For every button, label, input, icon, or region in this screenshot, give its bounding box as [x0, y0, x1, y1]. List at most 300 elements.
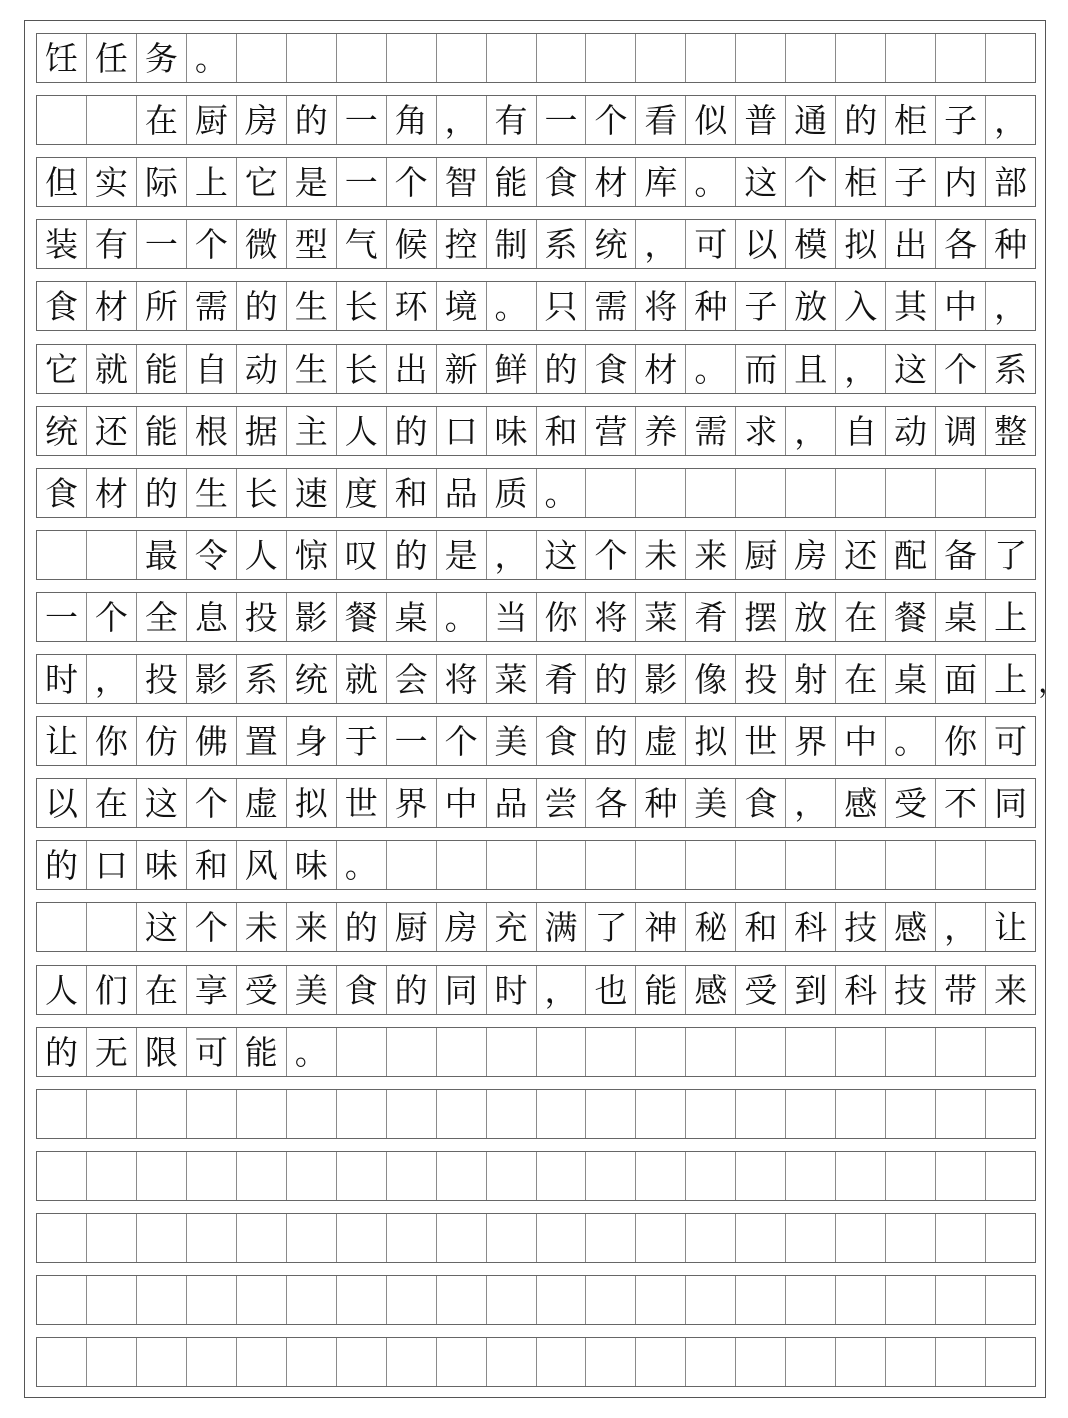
grid-cell: ，	[936, 903, 986, 951]
grid-cell: 以	[37, 779, 87, 827]
grid-cell	[187, 1276, 237, 1324]
grid-cell: 通	[786, 96, 836, 144]
grid-cell	[537, 1214, 587, 1262]
grid-cell: 人	[237, 531, 287, 579]
grid-cell: 看	[636, 96, 686, 144]
grid-cell: 际	[137, 158, 187, 206]
grid-cell: 味	[287, 841, 337, 889]
grid-cell	[686, 1152, 736, 1200]
grid-cell	[537, 1276, 587, 1324]
grid-cell	[636, 469, 686, 517]
grid-cell	[37, 903, 87, 951]
grid-cell: 。	[437, 593, 487, 641]
grid-cell: 拟	[686, 717, 736, 765]
grid-cell: 技	[886, 966, 936, 1014]
grid-cell: 的	[137, 469, 187, 517]
grid-row	[36, 281, 1036, 331]
grid-cell	[287, 1152, 337, 1200]
grid-cell	[387, 1090, 437, 1138]
grid-cell: 。	[337, 841, 387, 889]
grid-cell	[736, 1338, 786, 1386]
grid-cell: 且	[786, 345, 836, 393]
grid-cell: 生	[287, 345, 337, 393]
grid-cell: 的	[586, 717, 636, 765]
grid-cell	[886, 1152, 936, 1200]
grid-cell: ，	[437, 96, 487, 144]
grid-cell: 受	[736, 966, 786, 1014]
grid-cell: 影	[636, 655, 686, 703]
grid-cell	[437, 1214, 487, 1262]
grid-cell	[686, 1338, 736, 1386]
grid-cell	[137, 1214, 187, 1262]
grid-cell: 科	[836, 966, 886, 1014]
grid-cell: 个	[586, 96, 636, 144]
grid-cell: 让	[994, 907, 1028, 947]
grid-cell: 能	[487, 158, 537, 206]
grid-cell: ，	[786, 779, 836, 827]
grid-cell: 这	[736, 158, 786, 206]
grid-cell	[986, 1090, 1035, 1138]
grid-cell: 库	[636, 158, 686, 206]
grid-row	[36, 95, 1036, 145]
grid-cell	[736, 1028, 786, 1076]
grid-cell	[87, 903, 137, 951]
grid-cell: 个	[187, 903, 237, 951]
grid-cell: 同	[994, 783, 1028, 823]
grid-cell	[287, 1276, 337, 1324]
grid-row	[36, 654, 1036, 704]
grid-cell	[237, 1338, 287, 1386]
grid-cell	[187, 1338, 237, 1386]
grid-cell: 这	[137, 903, 187, 951]
grid-cell: 也	[586, 966, 636, 1014]
grid-cell	[437, 1152, 487, 1200]
grid-cell	[936, 1028, 986, 1076]
grid-cell	[986, 469, 1035, 517]
grid-cell: 界	[786, 717, 836, 765]
grid-cell	[836, 1028, 886, 1076]
grid-cell: 佛	[187, 717, 237, 765]
grid-cell	[387, 1214, 437, 1262]
grid-cell: 到	[786, 966, 836, 1014]
grid-cell: 在	[137, 96, 187, 144]
grid-cell: 速	[287, 469, 337, 517]
grid-cell: 惊	[287, 531, 337, 579]
grid-cell: 入	[836, 282, 886, 330]
grid-cell: 的	[337, 903, 387, 951]
grid-cell: 能	[137, 345, 187, 393]
grid-cell	[387, 1338, 437, 1386]
grid-cell	[736, 841, 786, 889]
grid-cell: 带	[936, 966, 986, 1014]
grid-cell	[37, 1338, 87, 1386]
grid-cell	[537, 1028, 587, 1076]
grid-row	[36, 1213, 1036, 1263]
grid-cell: 时	[37, 655, 87, 703]
grid-cell	[636, 1276, 686, 1324]
grid-cell	[786, 1276, 836, 1324]
grid-cell	[487, 1338, 537, 1386]
grid-cell	[886, 1090, 936, 1138]
grid-cell	[87, 531, 137, 579]
grid-cell: 受	[237, 966, 287, 1014]
grid-cell: 食	[37, 282, 87, 330]
grid-cell: 材	[87, 469, 137, 517]
grid-cell: 中	[836, 717, 886, 765]
grid-cell: 未	[237, 903, 287, 951]
grid-cell	[287, 34, 337, 82]
grid-cell: 。	[686, 158, 736, 206]
grid-cell	[237, 1152, 287, 1200]
grid-cell: 未	[636, 531, 686, 579]
grid-cell: ，	[786, 407, 836, 455]
grid-cell	[786, 34, 836, 82]
grid-cell: 智	[437, 158, 487, 206]
grid-cell	[487, 841, 537, 889]
grid-cell: 的	[537, 345, 587, 393]
grid-cell: 食	[586, 345, 636, 393]
grid-cell	[37, 96, 87, 144]
grid-cell: 质	[487, 469, 537, 517]
grid-cell: 影	[187, 655, 237, 703]
grid-cell	[37, 1090, 87, 1138]
grid-cell: 系	[237, 655, 287, 703]
grid-cell: 拟	[836, 220, 886, 268]
grid-cell: ，	[994, 100, 1028, 140]
grid-cell	[986, 1028, 1035, 1076]
grid-cell: 种	[686, 282, 736, 330]
grid-cell: 所	[137, 282, 187, 330]
grid-cell	[636, 1214, 686, 1262]
grid-cell	[37, 531, 87, 579]
grid-cell: 房	[786, 531, 836, 579]
grid-cell	[786, 841, 836, 889]
grid-cell	[487, 34, 537, 82]
grid-cell: 角	[387, 96, 437, 144]
grid-cell: 度	[337, 469, 387, 517]
grid-cell: 能	[636, 966, 686, 1014]
grid-cell	[187, 1152, 237, 1200]
grid-cell: 候	[387, 220, 437, 268]
grid-cell: 统	[287, 655, 337, 703]
grid-cell	[936, 1338, 986, 1386]
grid-cell	[37, 1276, 87, 1324]
grid-cell	[636, 1090, 686, 1138]
grid-cell: 柜	[886, 96, 936, 144]
grid-cell	[537, 1152, 587, 1200]
grid-cell	[986, 841, 1035, 889]
grid-cell: 实	[87, 158, 137, 206]
grid-cell: 有	[487, 96, 537, 144]
grid-cell	[586, 1028, 636, 1076]
grid-cell	[736, 1152, 786, 1200]
grid-cell: 享	[187, 966, 237, 1014]
grid-cell	[437, 1276, 487, 1324]
grid-cell: 美	[686, 779, 736, 827]
grid-cell: 口	[437, 407, 487, 455]
grid-cell	[886, 841, 936, 889]
grid-cell	[586, 1276, 636, 1324]
grid-cell: 上	[994, 659, 1028, 699]
grid-cell: 子	[936, 96, 986, 144]
grid-cell	[437, 34, 487, 82]
grid-cell: 桌	[886, 655, 936, 703]
grid-cell: 品	[487, 779, 537, 827]
grid-cell: 投	[137, 655, 187, 703]
grid-cell: 桌	[936, 593, 986, 641]
grid-cell	[586, 1338, 636, 1386]
grid-cell	[387, 34, 437, 82]
grid-cell: 放	[786, 593, 836, 641]
grid-cell: 配	[886, 531, 936, 579]
grid-cell: 出	[886, 220, 936, 268]
grid-cell	[437, 841, 487, 889]
grid-cell: 食	[37, 469, 87, 517]
grid-cell: 是	[437, 531, 487, 579]
grid-cell	[986, 1338, 1035, 1386]
grid-cell: 。	[187, 34, 237, 82]
grid-cell: 装	[37, 220, 87, 268]
grid-cell: 求	[736, 407, 786, 455]
grid-cell: 你	[537, 593, 587, 641]
grid-cell: 放	[786, 282, 836, 330]
grid-cell: 材	[636, 345, 686, 393]
grid-row	[36, 1089, 1036, 1139]
grid-cell: 气	[337, 220, 387, 268]
grid-cell	[337, 1214, 387, 1262]
grid-cell	[836, 1090, 886, 1138]
grid-cell: 微	[237, 220, 287, 268]
grid-cell	[137, 1152, 187, 1200]
grid-cell: 在	[87, 779, 137, 827]
grid-cell	[786, 1214, 836, 1262]
grid-cell	[986, 1152, 1035, 1200]
grid-cell: 各	[586, 779, 636, 827]
grid-cell: 它	[237, 158, 287, 206]
grid-cell: 味	[487, 407, 537, 455]
grid-cell: 长	[337, 345, 387, 393]
grid-cell	[836, 1152, 886, 1200]
grid-cell: 中	[437, 779, 487, 827]
grid-row	[36, 902, 1036, 952]
grid-cell: 上	[994, 597, 1028, 637]
grid-cell: 充	[487, 903, 537, 951]
grid-cell: 。	[287, 1028, 337, 1076]
grid-cell: 境	[437, 282, 487, 330]
grid-cell: 这	[137, 779, 187, 827]
grid-cell: 还	[836, 531, 886, 579]
grid-cell	[87, 1214, 137, 1262]
grid-cell: 美	[287, 966, 337, 1014]
grid-cell: 品	[437, 469, 487, 517]
grid-cell	[387, 841, 437, 889]
grid-cell: 面	[936, 655, 986, 703]
grid-cell: 子	[736, 282, 786, 330]
grid-cell	[387, 1152, 437, 1200]
grid-cell: 其	[886, 282, 936, 330]
grid-cell: 餐	[886, 593, 936, 641]
grid-cell	[287, 1090, 337, 1138]
grid-cell: 房	[437, 903, 487, 951]
grid-cell: 能	[137, 407, 187, 455]
grid-cell: 食	[537, 158, 587, 206]
grid-cell: 生	[187, 469, 237, 517]
grid-cell: 界	[387, 779, 437, 827]
grid-cell: 种	[994, 224, 1028, 264]
grid-cell: 以	[736, 220, 786, 268]
grid-cell: 需	[586, 282, 636, 330]
grid-cell	[87, 1152, 137, 1200]
grid-cell: 仿	[137, 717, 187, 765]
grid-cell	[836, 469, 886, 517]
grid-cell: 在	[836, 593, 886, 641]
grid-cell	[387, 1276, 437, 1324]
grid-cell	[736, 34, 786, 82]
grid-row	[36, 157, 1036, 207]
grid-cell: 动	[886, 407, 936, 455]
grid-cell: 美	[487, 717, 537, 765]
grid-cell	[936, 34, 986, 82]
grid-cell	[237, 1214, 287, 1262]
grid-cell: 长	[337, 282, 387, 330]
grid-cell: 系	[537, 220, 587, 268]
grid-cell: 控	[437, 220, 487, 268]
grid-cell: 人	[37, 966, 87, 1014]
grid-cell: 肴	[686, 593, 736, 641]
grid-cell	[586, 1214, 636, 1262]
grid-cell: 秘	[686, 903, 736, 951]
grid-cell: 备	[936, 531, 986, 579]
grid-cell	[337, 1276, 387, 1324]
grid-cell: 餐	[337, 593, 387, 641]
grid-cell	[487, 1276, 537, 1324]
grid-cell: 中	[936, 282, 986, 330]
grid-cell	[986, 1214, 1035, 1262]
grid-cell: 菜	[636, 593, 686, 641]
grid-cell: 技	[836, 903, 886, 951]
grid-cell: 环	[387, 282, 437, 330]
grid-cell: ，	[636, 220, 686, 268]
grid-cell: 的	[237, 282, 287, 330]
grid-cell: 了	[994, 535, 1028, 575]
grid-cell: 出	[387, 345, 437, 393]
grid-cell: 和	[537, 407, 587, 455]
grid-cell	[786, 1028, 836, 1076]
grid-cell: 世	[736, 717, 786, 765]
grid-cell	[886, 469, 936, 517]
grid-cell: 有	[87, 220, 137, 268]
grid-cell: 柜	[836, 158, 886, 206]
grid-cell: 养	[636, 407, 686, 455]
grid-cell	[137, 1338, 187, 1386]
grid-cell: 厨	[387, 903, 437, 951]
grid-row	[36, 530, 1036, 580]
grid-cell: 置	[237, 717, 287, 765]
grid-cell	[87, 1276, 137, 1324]
grid-cell: 一	[337, 96, 387, 144]
grid-cell: 还	[87, 407, 137, 455]
grid-cell: 个	[786, 158, 836, 206]
grid-cell: 个	[387, 158, 437, 206]
grid-cell: 影	[287, 593, 337, 641]
grid-cell	[936, 1276, 986, 1324]
grid-cell: 你	[87, 717, 137, 765]
grid-cell	[287, 1338, 337, 1386]
grid-cell: 一	[537, 96, 587, 144]
grid-cell: 。	[487, 282, 537, 330]
grid-cell	[736, 1276, 786, 1324]
grid-cell: 个	[87, 593, 137, 641]
grid-cell	[437, 1090, 487, 1138]
grid-cell	[337, 34, 387, 82]
grid-cell: 虚	[237, 779, 287, 827]
overflow-punctuation: ，	[1038, 665, 1068, 700]
grid-cell: 就	[87, 345, 137, 393]
grid-cell: 个	[936, 345, 986, 393]
grid-cell: 个	[586, 531, 636, 579]
grid-cell: 普	[736, 96, 786, 144]
grid-cell: 感	[686, 966, 736, 1014]
grid-cell: ，	[87, 655, 137, 703]
grid-cell	[337, 1338, 387, 1386]
grid-cell: 营	[586, 407, 636, 455]
grid-row	[36, 468, 1036, 518]
grid-cell: 一	[337, 158, 387, 206]
grid-cell: 据	[237, 407, 287, 455]
grid-cell: 的	[387, 531, 437, 579]
grid-cell: 新	[437, 345, 487, 393]
grid-cell: 可	[686, 220, 736, 268]
grid-cell: 摆	[736, 593, 786, 641]
grid-cell: 将	[586, 593, 636, 641]
grid-cell	[37, 1214, 87, 1262]
grid-cell: 拟	[287, 779, 337, 827]
grid-cell: 满	[537, 903, 587, 951]
grid-cell	[337, 1152, 387, 1200]
grid-cell	[836, 1338, 886, 1386]
grid-cell: 们	[87, 966, 137, 1014]
grid-cell: 的	[387, 407, 437, 455]
grid-cell: 需	[187, 282, 237, 330]
grid-cell	[537, 34, 587, 82]
grid-cell	[786, 1152, 836, 1200]
grid-cell: 桌	[387, 593, 437, 641]
grid-cell: 限	[137, 1028, 187, 1076]
grid-cell	[237, 1090, 287, 1138]
grid-cell: 你	[936, 717, 986, 765]
grid-cell: 房	[237, 96, 287, 144]
grid-cell: 一	[137, 220, 187, 268]
grid-cell	[936, 469, 986, 517]
grid-cell	[686, 1214, 736, 1262]
grid-cell: 动	[237, 345, 287, 393]
grid-cell: ，	[994, 286, 1028, 326]
grid-cell	[686, 1276, 736, 1324]
grid-cell: 食	[537, 717, 587, 765]
grid-cell: 不	[936, 779, 986, 827]
grid-cell: 它	[37, 345, 87, 393]
grid-cell: 最	[137, 531, 187, 579]
grid-cell: 个	[187, 779, 237, 827]
grid-cell	[586, 469, 636, 517]
grid-cell	[87, 96, 137, 144]
grid-cell	[437, 1028, 487, 1076]
grid-cell: 一	[387, 717, 437, 765]
grid-cell: 上	[187, 158, 237, 206]
grid-cell: 材	[87, 282, 137, 330]
grid-cell	[686, 34, 736, 82]
grid-cell	[237, 34, 287, 82]
